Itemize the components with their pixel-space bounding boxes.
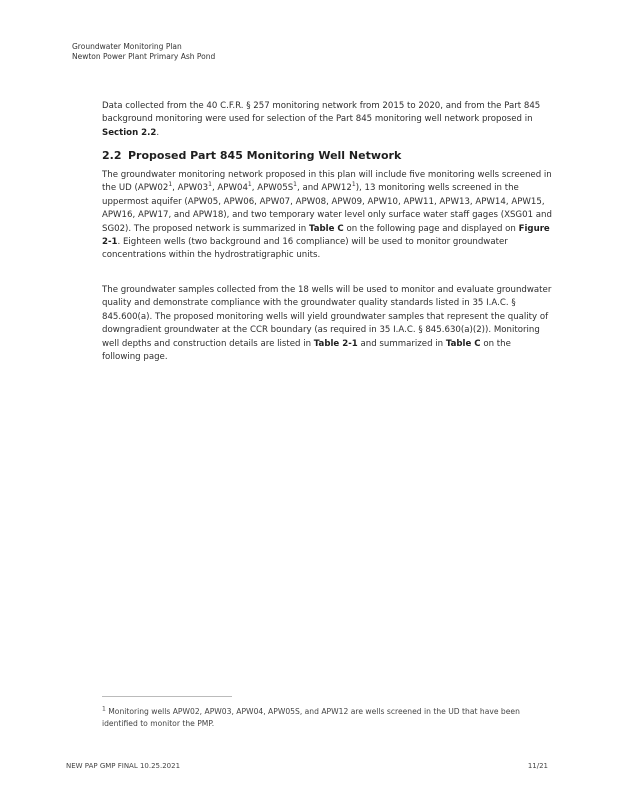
figure-reference: Figure 2-1: [102, 223, 550, 248]
running-header: [72, 42, 215, 62]
table-reference: Table 2-1: [313, 338, 358, 349]
header-title: Groundwater Monitoring Plan: [72, 42, 182, 51]
footnote-text: Monitoring wells APW02, APW03, APW04, APW05S, and APW12 are wells screened in the UD that have been identified to monitor the PMP.: [102, 707, 520, 728]
header-subtitle: Newton Power Plant Primary Ash Pond: [72, 52, 216, 61]
footnote-ref: 1: [247, 181, 252, 189]
section-title: Proposed Part 845 Monitoring Well Network: [128, 149, 402, 162]
footnote-ref: 1: [168, 181, 173, 189]
section-heading: [102, 149, 401, 162]
footnote-ref: 1: [351, 181, 356, 189]
section-reference: Section 2.2: [102, 127, 157, 138]
section-number: 2.2: [102, 149, 122, 162]
table-reference: Table C: [308, 223, 344, 234]
table-reference: Table C: [445, 338, 481, 349]
footnote-ref: 1: [293, 181, 297, 189]
paragraph-samples: The groundwater samples collected from the 18 wells will be used to monitor and evaluate groundwater quality and demonstrate compliance with the groundwater quality standards listed in 35 I.A.C. § 845.600(a). The proposed monitoring wells will yield groundwater samples that represent the quality of downgradient groundwater at the CCR boundary (as required in 35 I.A.C. § 845.630(a)(2)). Monitoring well depths and construction details are listed in Table 2-1 and summarized in Table C on the following page.: [102, 285, 552, 363]
footer-page-number: 11/21: [527, 762, 548, 770]
footer-document-id: NEW PAP GMP FINAL 10.25.2021: [66, 762, 181, 770]
footnote-marker: 1: [102, 705, 106, 713]
paragraph-network: The groundwater monitoring network proposed in this plan will include five monitoring wells screened in the UD ($APW02^1$, $APW03^1$, $APW04^1$, $APW05S^1$, and $APW12^1$), 13 monitoring wells screened in the uppermost aquifer (APW05, APW06, APW07, APW08, APW09, APW10, APW11, APW13, APW14, APW15, APW16, APW17, and APW18), and two temporary water level only surface water staff gages (XSG01 and SG02). The proposed network is summarized in Table C on the following page and displayed on Figure 2-1. Eighteen wells (two background and 16 compliance) will be used to monitor groundwater concentrations within the hydrostratigraphic units.: [102, 170, 552, 261]
footnote-ref: 1: [208, 181, 212, 189]
paragraph-data-sources: Data collected from the 40 C.F.R. § 257 monitoring network from 2015 to 2020, and from the Part 845 background monitoring were used for selection of the Part 845 monitoring well network proposed in Section 2.2.: [102, 101, 541, 138]
footnote-divider: [102, 696, 232, 697]
footnote: [102, 706, 552, 730]
